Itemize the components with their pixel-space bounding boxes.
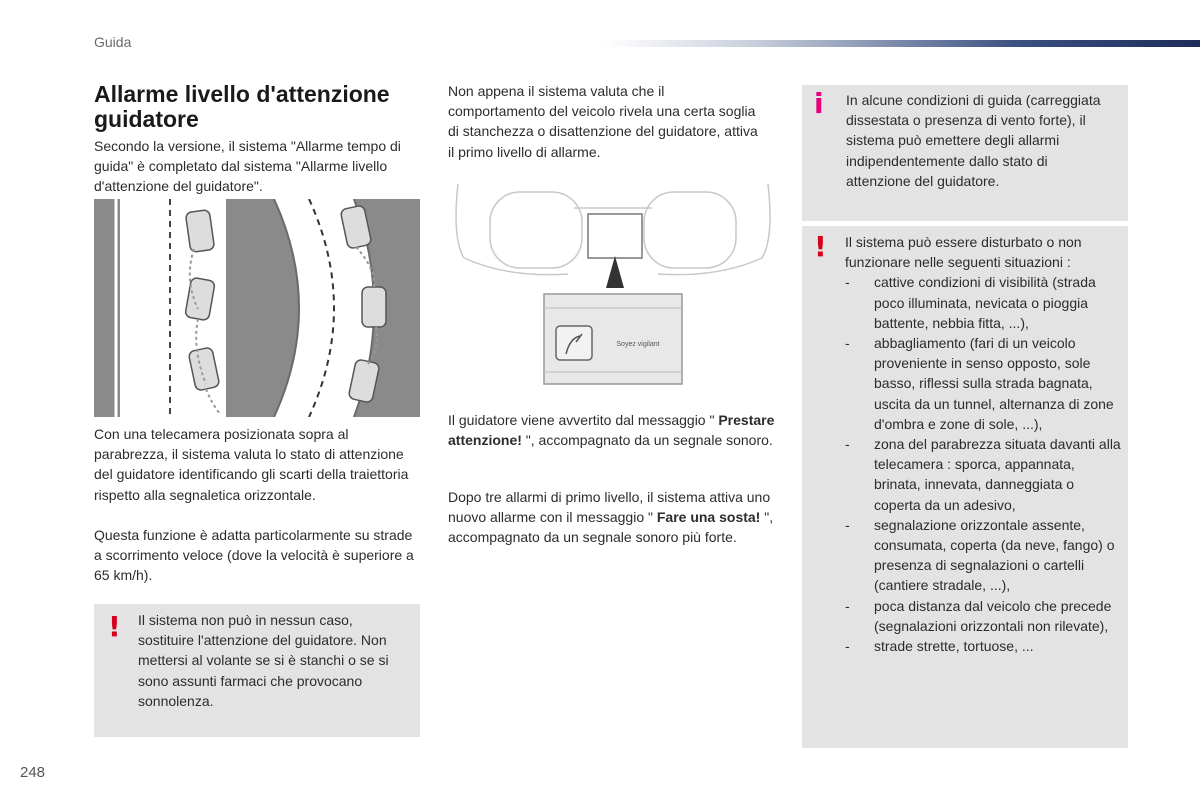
camera-paragraph: Con una telecamera posizionata sopra al parabrezza, il sistema valuta lo stato di attenzione del guidatore identificando gli scarti della traiettoria rispetto alla segnaletica orizzontale. [94, 426, 409, 503]
dashboard-display-illustration [448, 178, 778, 388]
list-item: - cattive condizioni di visibilità (strada poco illuminata, nevicata o pioggia battente, nebbia fitta, ...), [845, 274, 1096, 331]
info-icon: i [814, 87, 824, 120]
attention-message-paragraph: Il guidatore viene avvertito dal messaggio " Prestare attenzione! ", accompagnato da un segnale sonoro. [448, 412, 775, 449]
exclamation-icon: ! [814, 230, 827, 263]
exclamation-icon: ! [108, 610, 121, 643]
page-title: Allarme livello d'attenzione guidatore [94, 81, 390, 132]
lane-drift-illustration [94, 199, 420, 417]
warning-box-right [802, 226, 1128, 748]
list-item: - strade strette, tortuose, ... [845, 638, 1034, 655]
attention-message: Prestare attenzione! [448, 412, 775, 449]
first-level-paragraph: Non appena il sistema valuta che il comportamento del veicolo rivela una certa soglia di stanchezza o disattenzione del guidatore, attiva il primo livello di allarme. [448, 83, 758, 160]
warning-box-left [94, 604, 420, 737]
disturbance-list [845, 272, 1121, 656]
list-item: - zona del parabrezza situata davanti alla telecamera : sporca, appannata, brinata, innevata, danneggiata o coperta da un adesivo, [845, 436, 1121, 513]
page-number: 248 [20, 764, 46, 781]
info-box [802, 85, 1128, 221]
list-item: - segnalazione orizzontale assente, consumata, coperta (da neve, fango) o presenza di segnalazioni o cartelli (cantiere stradale, ...), [845, 516, 1115, 594]
stop-message: Fare una sosta! [656, 509, 761, 526]
speed-paragraph: Questa funzione è adatta particolarmente su strade a scorrimento veloce (dove la velocità è superiore a 65 km/h). [94, 527, 414, 584]
intro-paragraph: Secondo la versione, il sistema "Allarme tempo di guida" è completato dal sistema "Allarme livello d'attenzione del guidatore". [94, 138, 401, 195]
header-bar [604, 40, 1200, 47]
stop-message-paragraph: Dopo tre allarmi di primo livello, il sistema attiva uno nuovo allarme con il messaggio " Fare una sosta! ", accompagnato da un segnale sonoro più forte. [448, 489, 774, 546]
display-message: Soyez vigilant [616, 341, 660, 348]
warning-intro: Il sistema può essere disturbato o non funzionare nelle seguenti situazioni : [845, 234, 1082, 271]
info-text: In alcune condizioni di guida (carreggiata dissestata o presenza di vento forte), il sistema può emettere degli allarmi indipendentemente dallo stato di attenzione del guidatore. [846, 92, 1101, 189]
section-label: Guida [94, 34, 132, 50]
list-item: - abbagliamento (fari di un veicolo proveniente in senso opposto, sole basso, riflessi sulla strada bagnata, uscita da un tunnel, alternanza di zone d'ombra e zone di sole, ...), [845, 335, 1114, 432]
list-item: - poca distanza dal veicolo che precede (segnalazioni orizzontali non rilevate), [845, 597, 1112, 634]
warning-text: Il sistema non può in nessun caso, sostituire l'attenzione del guidatore. Non mettersi al volante se si è stanchi o se si sono assunti farmaci che provocano sonnolenza. [138, 612, 389, 709]
